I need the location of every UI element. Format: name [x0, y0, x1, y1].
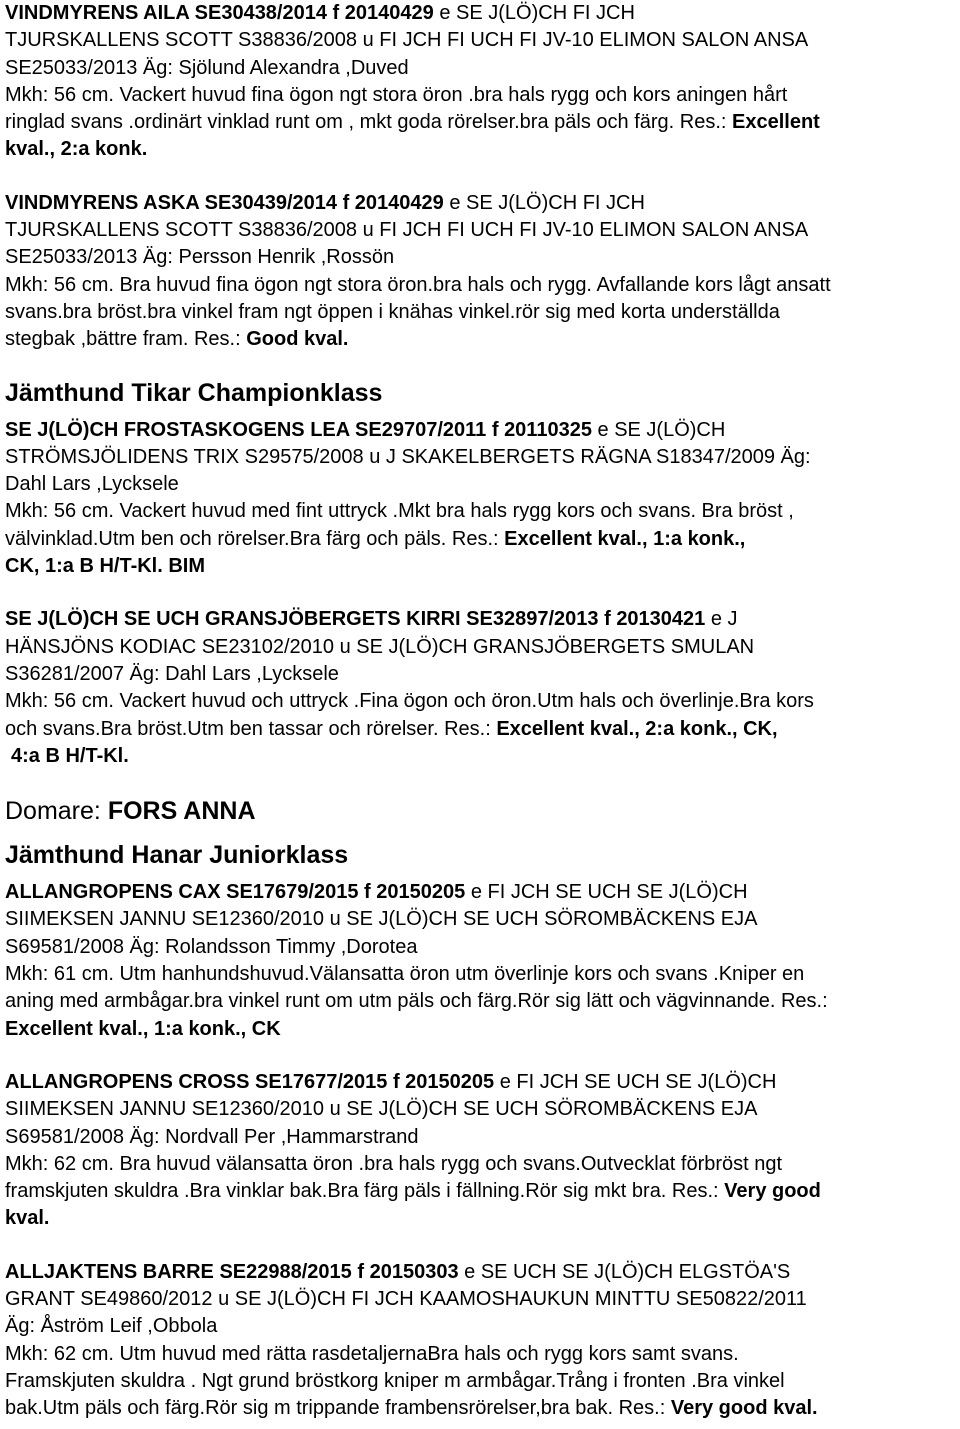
critique-line: Mkh: 56 cm. Vackert huvud och uttryck .Fina ögon och öron.Utm hals och överlinje.Bra kors: [5, 690, 814, 713]
result: Very good: [724, 1180, 821, 1203]
birth-date: 20150205: [376, 881, 466, 904]
owner-line: Dahl Lars ,Lycksele: [5, 473, 179, 496]
critique-line: [5, 1178, 960, 1205]
owner-line: S69581/2008 Äg: Rolandsson Timmy ,Dorotea: [5, 935, 418, 958]
entry-header-line: [5, 1259, 960, 1286]
birth-date: 20150205: [405, 1070, 495, 1093]
critique-line: Mkh: 56 cm. Vackert huvud fina ögon ngt stora öron .bra hals rygg och kors aningen hårt: [5, 83, 788, 106]
sire-prefix: e FI JCH SE UCH SE J(LÖ)CH: [470, 881, 748, 904]
pedigree-line: GRANT SE49860/2012 u SE J(LÖ)CH FI JCH KAAMOSHAUKUN MINTTU SE50822/2011: [5, 1287, 807, 1310]
critique-line: svans.bra bröst.bra vinkel fram ngt öppen i knähas vinkel.rör sig med korta underställda: [5, 300, 780, 323]
critique-line: Mkh: 62 cm. Bra huvud välansatta öron .bra hals rygg och svans.Outvecklat förbröst ngt: [5, 1152, 783, 1175]
result-line: [5, 1205, 960, 1232]
critique-text: bak.Utm päls och färg.Rör sig m trippande frambensrörelser,bra bak. Res.:: [5, 1397, 666, 1420]
result: kval.: [5, 1207, 50, 1230]
critique-line: Mkh: 61 cm. Utm hanhundshuvud.Välansatta öron utm överlinje kors och svans .Kniper en: [5, 963, 805, 986]
judge-label: Domare:: [5, 797, 101, 826]
critique-text: stegbak ,bättre fram. Res.:: [5, 328, 241, 351]
result-line: [5, 136, 960, 163]
critique-line: Mkh: 56 cm. Bra huvud fina ögon ngt stora öron.bra hals och rygg. Avfallande kors lågt ansatt: [5, 273, 831, 296]
entry-header-line: [5, 417, 960, 444]
dog-name: VINDMYRENS AILA SE30438/2014: [5, 2, 327, 24]
dog-entry-gransjobergets-kirri: [5, 606, 960, 770]
sex: f: [357, 1260, 365, 1283]
result: kval., 2:a konk.: [5, 138, 148, 161]
birth-date: 20140429: [354, 191, 444, 214]
critique-line: [5, 109, 960, 136]
result-line: [5, 1395, 960, 1422]
result: Excellent kval., 1:a konk.,: [504, 527, 746, 550]
section-heading-tikar-championklass: Jämthund Tikar Championklass: [5, 378, 383, 407]
entry-header-line: [5, 879, 960, 906]
birth-date: 20140429: [344, 2, 434, 24]
result-line: [5, 1016, 960, 1043]
entry-header-line: [5, 606, 960, 633]
dog-entry-allangropens-cross: [5, 1069, 960, 1233]
result-line: [5, 743, 960, 770]
critique-line: [5, 526, 960, 553]
pedigree-line: TJURSKALLENS SCOTT S38836/2008 u FI JCH FI UCH FI JV-10 ELIMON SALON ANSA: [5, 219, 809, 242]
dog-name: ALLANGROPENS CROSS SE17677/2015: [5, 1070, 388, 1093]
dog-entry-vindmyrens-aila: [5, 0, 960, 164]
critique-line: Mkh: 56 cm. Vackert huvud med fint uttryck .Mkt bra hals rygg kors och svans. Bra bröst ,: [5, 500, 794, 523]
entry-header-line: [5, 190, 960, 217]
sex: f: [342, 191, 350, 214]
birth-date: 20150303: [369, 1260, 459, 1283]
owner-line: Äg: Åström Leif ,Obbola: [5, 1315, 218, 1338]
owner-line: S69581/2008 Äg: Nordvall Per ,Hammarstrand: [5, 1125, 419, 1148]
pedigree-line: TJURSKALLENS SCOTT S38836/2008 u FI JCH FI UCH FI JV-10 ELIMON SALON ANSA: [5, 29, 809, 52]
sex: f: [364, 881, 371, 904]
judge-line: [5, 796, 960, 826]
result: Excellent kval., 1:a konk., CK: [5, 1017, 281, 1040]
sire-prefix: e SE J(LÖ)CH FI JCH: [449, 191, 645, 214]
entry-header-line: [5, 1069, 960, 1096]
dog-entry-alljaktens-barre: [5, 1259, 960, 1423]
critique-text: och svans.Bra bröst.Utm ben tassar och rörelser. Res.:: [5, 717, 491, 740]
sire-prefix: e SE J(LÖ)CH FI JCH: [439, 2, 635, 24]
critique-text: framskjuten skuldra .Bra vinklar bak.Bra färg päls i fällning.Rör sig mkt bra. Res.:: [5, 1180, 719, 1203]
sex: f: [392, 1070, 400, 1093]
dog-name: SE J(LÖ)CH FROSTASKOGENS LEA SE29707/2011: [5, 418, 487, 441]
pedigree-line: SIIMEKSEN JANNU SE12360/2010 u SE J(LÖ)CH SE UCH SÖROMBÄCKENS EJA: [5, 1098, 758, 1121]
result: Excellent kval., 2:a konk., CK,: [496, 717, 778, 740]
result-line: [5, 326, 960, 353]
sire-prefix: e SE J(LÖ)CH: [597, 418, 726, 441]
critique-text: välvinklad.Utm ben och rörelser.Bra färg och päls. Res.:: [5, 527, 499, 550]
result-line: [5, 553, 960, 580]
entry-header-line: [5, 0, 960, 27]
dog-name: ALLANGROPENS CAX SE17679/2015: [5, 881, 359, 904]
critique-text: ringlad svans .ordinärt vinklad runt om , mkt goda rörelser.bra päls och färg. Res.:: [5, 111, 727, 134]
judge-name: FORS ANNA: [107, 797, 256, 826]
sire-prefix: e J: [710, 608, 738, 631]
pedigree-line: STRÖMSJÖLIDENS TRIX S29575/2008 u J SKAKELBERGETS RÄGNA S18347/2009 Äg:: [5, 445, 811, 468]
pedigree-line: HÄNSJÖNS KODIAC SE23102/2010 u SE J(LÖ)CH GRANSJÖBERGETS SMULAN: [5, 635, 755, 658]
dog-name: ALLJAKTENS BARRE SE22988/2015: [5, 1260, 352, 1283]
result: Excellent: [732, 111, 820, 134]
owner-line: SE25033/2013 Äg: Sjölund Alexandra ,Duved: [5, 56, 409, 79]
critique-line: Framskjuten skuldra . Ngt grund bröstkorg kniper m armbågar.Trång i fronten .Bra vinkel: [5, 1369, 785, 1392]
dog-entry-frostaskogens-lea: [5, 417, 960, 581]
owner-line: S36281/2007 Äg: Dahl Lars ,Lycksele: [5, 662, 339, 685]
critique-line: Mkh: 62 cm. Utm huvud med rätta rasdetaljernaBra hals och rygg kors samt svans.: [5, 1342, 739, 1365]
critique-line: [5, 716, 960, 743]
result: Very good kval.: [670, 1397, 818, 1420]
birth-date: 20130421: [616, 608, 706, 631]
section-heading-hanar-juniorklass: Jämthund Hanar Juniorklass: [5, 841, 349, 870]
dog-entry-allangropens-cax: [5, 879, 960, 1043]
sex: f: [604, 608, 611, 631]
result: Good kval.: [246, 328, 349, 351]
result: CK, 1:a B H/T-Kl. BIM: [5, 555, 206, 578]
dog-name: VINDMYRENS ASKA SE30439/2014: [5, 191, 337, 214]
dog-name: SE J(LÖ)CH SE UCH GRANSJÖBERGETS KIRRI SE32897/2013: [5, 608, 599, 631]
sire-prefix: e FI JCH SE UCH SE J(LÖ)CH: [499, 1070, 777, 1093]
birth-date: 20110325: [504, 418, 592, 441]
sex: f: [491, 418, 499, 441]
sex: f: [332, 2, 340, 24]
dog-entry-vindmyrens-aska: [5, 190, 960, 354]
pedigree-line: SIIMEKSEN JANNU SE12360/2010 u SE J(LÖ)CH SE UCH SÖROMBÄCKENS EJA: [5, 908, 758, 931]
critique-line: aning med armbågar.bra vinkel runt om utm päls och färg.Rör sig lätt och vägvinnande. Res.:: [5, 990, 828, 1013]
sire-prefix: e SE UCH SE J(LÖ)CH ELGSTÖA'S: [464, 1260, 791, 1283]
result: 4:a B H/T-Kl.: [11, 744, 129, 767]
owner-line: SE25033/2013 Äg: Persson Henrik ,Rossön: [5, 246, 395, 269]
